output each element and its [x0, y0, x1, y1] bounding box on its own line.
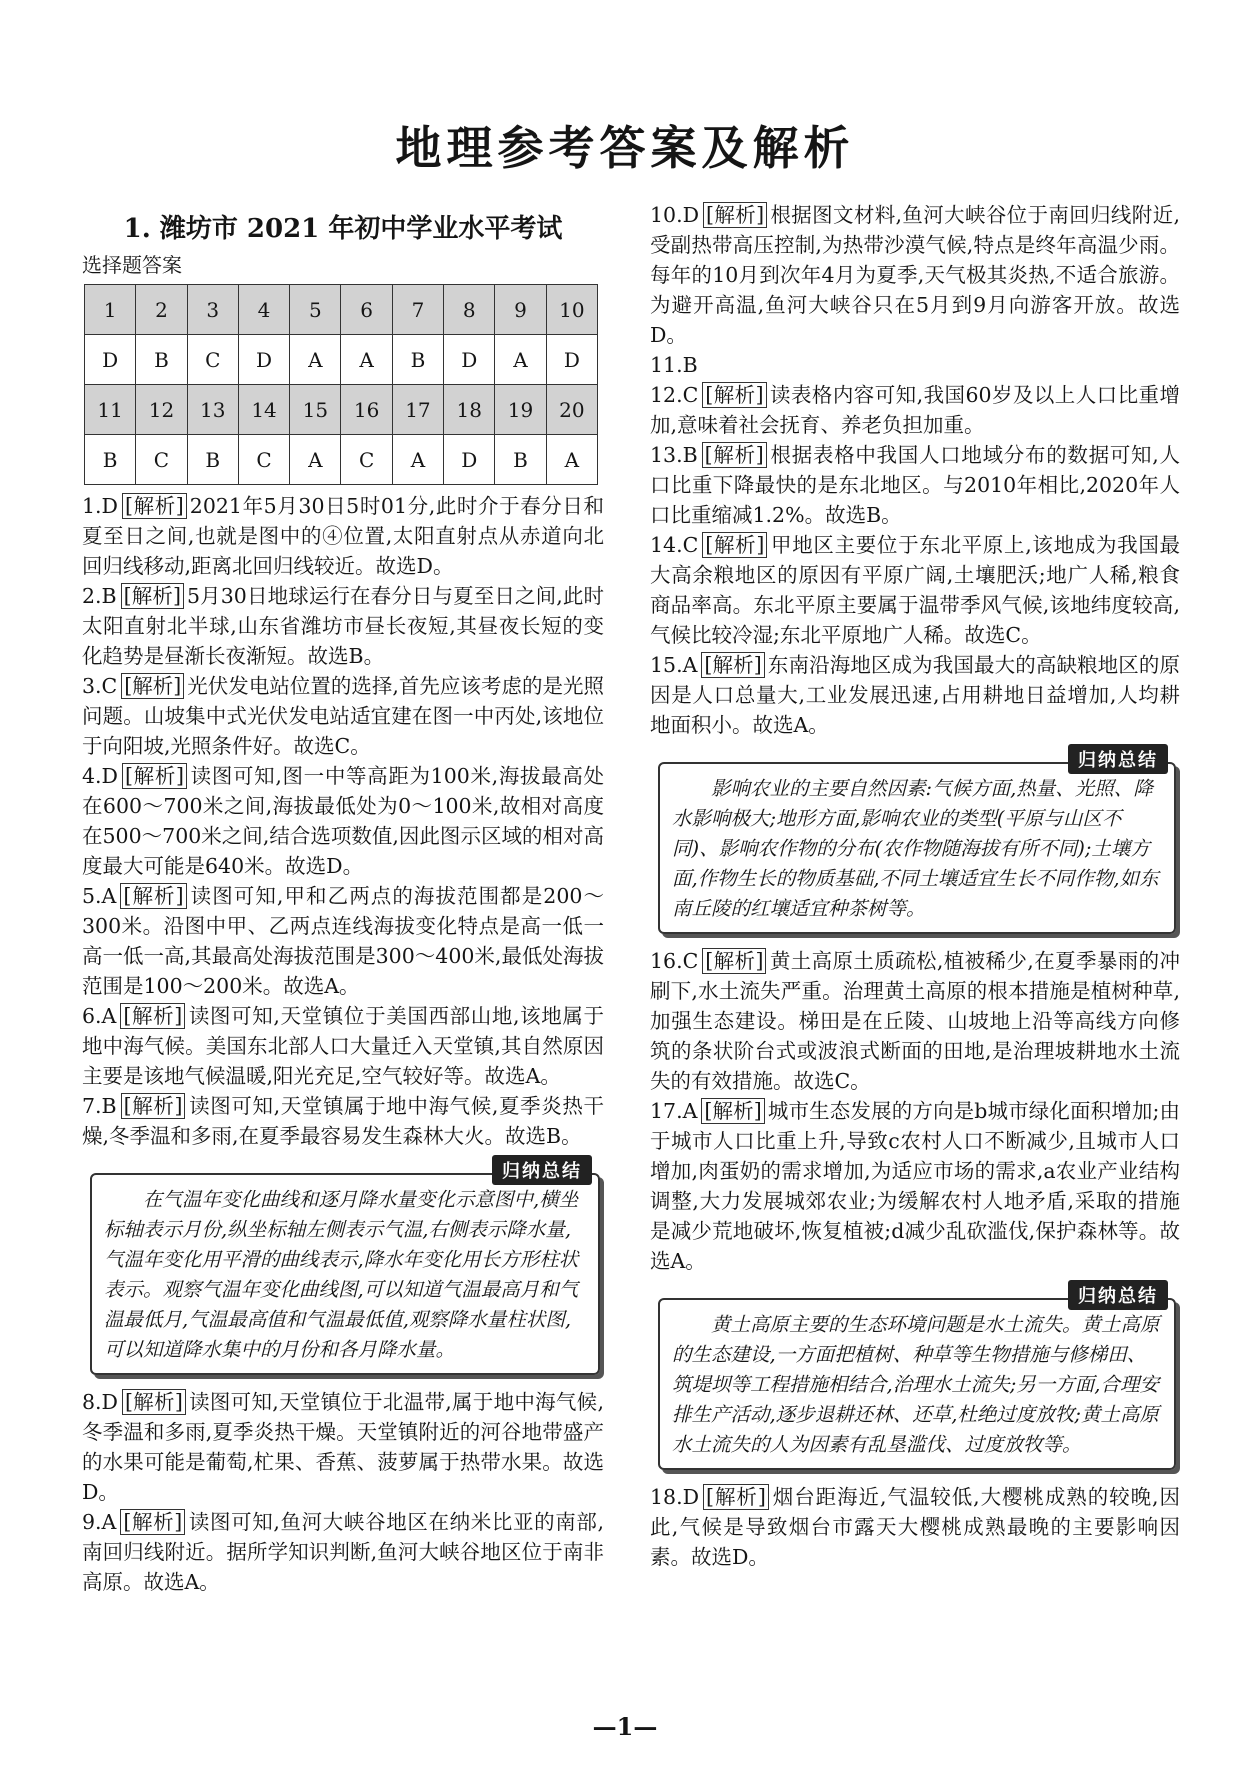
summary-badge: 归纳总结: [492, 1155, 592, 1185]
analysis-tag: [解析]: [120, 1003, 185, 1029]
answer-number: 10.D: [650, 203, 700, 227]
answer-text: 甲地区主要位于东北平原上,该地成为我国最大高余粮地区的原因有平原广阔,土壤肥沃;地广人稀,粮食商品率高。东北平原主要属于温带季风气候,该地纬度较高,气候比较冷湿;东北平原地广人稀。故选C。: [650, 533, 1181, 647]
answer-text: 读图可知,图一中等高距为100米,海拔最高处在600～700米之间,海拔最低处为0～100米,故相对高度在500～700米之间,结合选项数值,因此图示区域的相对高度最大可能是640米。故选D。: [82, 764, 604, 878]
answer-number: 3.C: [82, 674, 118, 698]
answer-item: [82, 1387, 604, 1507]
left-column: [82, 200, 604, 1597]
answer-number: 7.B: [82, 1094, 117, 1118]
table-row-numbers: [85, 285, 598, 335]
analysis-tag: [解析]: [121, 583, 184, 609]
answer-item: [82, 581, 604, 671]
table-cell: 8: [444, 285, 495, 335]
answer-item: [650, 650, 1180, 740]
summary-box-climate: [90, 1161, 600, 1375]
answer-text: 读图可知,鱼河大峡谷地区在纳米比亚的南部,南回归线附近。据所学知识判断,鱼河大峡谷地区位于南非高原。故选A。: [82, 1510, 604, 1594]
summary-text: 在气温年变化曲线和逐月降水量变化示意图中,横坐标轴表示月份,纵坐标轴左侧表示气温,右侧表示降水量,气温年变化用平滑的曲线表示,降水年变化用长方形柱状表示。观察气温年变化曲线图,可以知道气温最高月和气温最低月,气温最高值和气温最低值,观察降水量柱状图,可以知道降水集中的月份和各月降水量。: [104, 1188, 579, 1361]
right-answer-list-3: [650, 1482, 1180, 1572]
answer-number: 1.D: [82, 494, 118, 518]
table-cell: C: [187, 335, 238, 385]
table-cell: 15: [290, 385, 341, 435]
analysis-tag: [解析]: [121, 1093, 186, 1119]
answer-item: [82, 491, 604, 581]
answer-text: 东南沿海地区成为我国最大的高缺粮地区的原因是人口总量大,工业发展迅速,占用耕地日益增加,人均耕地面积小。故选A。: [650, 653, 1181, 737]
answer-item: [82, 881, 604, 1001]
table-cell: 12: [136, 385, 187, 435]
table-cell: 13: [187, 385, 238, 435]
answer-text: 5月30日地球运行在春分日与夏至日之间,此时太阳直射北半球,山东省潍坊市昼长夜短,其昼夜长短的变化趋势是昼渐长夜渐短。故选B。: [82, 584, 604, 668]
answer-number: 11.B: [650, 353, 698, 377]
analysis-tag: [解析]: [122, 763, 187, 789]
answer-text: 读表格内容可知,我国60岁及以上人口比重增加,意味着社会抚育、养老负担加重。: [650, 383, 1180, 437]
table-cell: D: [85, 335, 136, 385]
answer-number: 2.B: [82, 584, 117, 608]
answer-item: [650, 1482, 1180, 1572]
right-answer-list-2: [650, 946, 1180, 1276]
answer-item: [82, 671, 604, 761]
analysis-tag: [解析]: [701, 1098, 764, 1124]
table-cell: B: [392, 335, 443, 385]
answer-text: 光伏发电站位置的选择,首先应该考虑的是光照问题。山坡集中式光伏发电站适宜建在图一中丙处,该地位于向阳坡,光照条件好。故选C。: [82, 674, 605, 758]
answer-number: 17.A: [650, 1099, 698, 1123]
analysis-tag: [解析]: [701, 652, 764, 678]
answer-text: 读图可知,天堂镇位于北温带,属于地中海气候,冬季温和多雨,夏季炎热干燥。天堂镇附近的河谷地带盛产的水果可能是葡萄,杧果、香蕉、菠萝属于热带水果。故选D。: [82, 1390, 604, 1504]
answer-number: 14.C: [650, 533, 699, 557]
choice-label: 选择题答案: [82, 253, 182, 277]
analysis-tag: [解析]: [702, 948, 766, 974]
table-cell: B: [495, 435, 546, 485]
table-cell: A: [495, 335, 546, 385]
answer-item: [82, 761, 604, 881]
answer-text: 根据图文材料,鱼河大峡谷位于南回归线附近,受副热带高压控制,为热带沙漠气候,特点是终年高温少雨。每年的10月到次年4月为夏季,天气极其炎热,不适合旅游。为避开高温,鱼河大峡谷只在5月到9月向游客开放。故选D。: [650, 203, 1180, 347]
answer-table: [84, 284, 598, 485]
analysis-tag: [解析]: [703, 202, 767, 228]
table-cell: 1: [85, 285, 136, 335]
table-cell: 5: [290, 285, 341, 335]
section-title: 1. 潍坊市 2021 年初中学业水平考试: [123, 214, 563, 244]
table-cell: 9: [495, 285, 546, 335]
table-cell: 17: [392, 385, 443, 435]
answer-number: 15.A: [650, 653, 698, 677]
answer-text: 根据表格中我国人口地域分布的数据可知,人口比重下降最快的是东北地区。与2010年相比,2020年人口比重缩减1.2%。故选B。: [650, 443, 1180, 527]
answer-number: 16.C: [650, 949, 699, 973]
table-cell: B: [187, 435, 238, 485]
analysis-tag: [解析]: [122, 1389, 186, 1415]
table-cell: 20: [546, 385, 597, 435]
page-number: —1—: [592, 1712, 658, 1741]
answer-number: 6.A: [82, 1004, 117, 1028]
answer-item: [650, 946, 1180, 1096]
table-cell: 11: [85, 385, 136, 435]
answer-text: 读图可知,甲和乙两点的海拔范围都是200～300米。沿图中甲、乙两点连线海拔变化特点是高一低一高一低一高,其最高处海拔范围是300～400米,最低处海拔范围是100～200米。故选A。: [82, 884, 604, 998]
table-cell: 3: [187, 285, 238, 335]
answer-number: 13.B: [650, 443, 698, 467]
answer-number: 4.D: [82, 764, 118, 788]
table-cell: 18: [444, 385, 495, 435]
analysis-tag: [解析]: [702, 532, 767, 558]
analysis-tag: [解析]: [702, 442, 767, 468]
table-cell: 2: [136, 285, 187, 335]
answer-item: [82, 1001, 604, 1091]
page-title: 地理参考答案及解析: [395, 121, 855, 175]
table-cell: 4: [238, 285, 289, 335]
right-answer-list: [650, 200, 1180, 740]
answer-item: [650, 380, 1180, 440]
answer-item: [650, 440, 1180, 530]
answer-number: 9.A: [82, 1510, 117, 1534]
analysis-tag: [解析]: [702, 382, 766, 408]
table-cell: 6: [341, 285, 392, 335]
summary-box-loess: [658, 1286, 1176, 1470]
answer-text: 黄土高原土质疏松,植被稀少,在夏季暴雨的冲刷下,水土流失严重。治理黄土高原的根本措施是植树种草,加强生态建设。梯田是在丘陵、山坡地上沿等高线方向修筑的条状阶台式或波浪式断面的田地,是治理坡耕地水土流失的有效措施。故选C。: [650, 949, 1180, 1093]
table-cell: D: [238, 335, 289, 385]
table-cell: A: [290, 435, 341, 485]
table-cell: C: [341, 435, 392, 485]
answer-item: [650, 200, 1180, 350]
right-column: [650, 200, 1180, 1572]
answer-number: 18.D: [650, 1485, 700, 1509]
table-cell: C: [238, 435, 289, 485]
analysis-tag: [解析]: [120, 883, 186, 909]
left-answer-list-2: [82, 1387, 604, 1597]
answer-text: 城市生态发展的方向是b城市绿化面积增加;由于城市人口比重上升,导致c农村人口不断减少,且城市人口增加,肉蛋奶的需求增加,为适应市场的需求,a农业产业结构调整,大力发展城郊农业;为缓解农村人地矛盾,采取的措施是减少荒地破坏,恢复植被;d减少乱砍滥伐,保护森林等。故选A。: [650, 1099, 1181, 1273]
table-cell: B: [136, 335, 187, 385]
answer-item: [82, 1507, 604, 1597]
answer-item: [650, 530, 1180, 650]
answer-text: 2021年5月30日5时01分,此时介于春分日和夏至日之间,也就是图中的④位置,太阳直射点从赤道向北回归线移动,距离北回归线较近。故选D。: [82, 494, 604, 578]
analysis-tag: [解析]: [120, 1509, 185, 1535]
table-cell: A: [392, 435, 443, 485]
answer-number: 12.C: [650, 383, 699, 407]
table-cell: D: [546, 335, 597, 385]
summary-text: 影响农业的主要自然因素:气候方面,热量、光照、降水影响极大;地形方面,影响农业的类型(平原与山区不同)、影响农作物的分布(农作物随海拔有所不同);土壤方面,作物生长的物质基础,不同土壤适宜生长不同作物,如东南丘陵的红壤适宜种茶树等。: [672, 777, 1159, 920]
summary-badge: 归纳总结: [1068, 1280, 1168, 1310]
table-cell: 14: [238, 385, 289, 435]
table-cell: A: [290, 335, 341, 385]
table-cell: B: [85, 435, 136, 485]
table-cell: D: [444, 335, 495, 385]
table-cell: 19: [495, 385, 546, 435]
answer-item: [650, 350, 1180, 380]
answer-item: [650, 1096, 1180, 1276]
answer-text: 读图可知,天堂镇属于地中海气候,夏季炎热干燥,冬季温和多雨,在夏季最容易发生森林大火。故选B。: [82, 1094, 604, 1148]
table-cell: C: [136, 435, 187, 485]
table-cell: A: [341, 335, 392, 385]
table-row-answers: [85, 335, 598, 385]
answer-number: 8.D: [82, 1390, 118, 1414]
table-cell: A: [546, 435, 597, 485]
table-row-answers: [85, 435, 598, 485]
left-answer-list: [82, 491, 604, 1151]
table-cell: 10: [546, 285, 597, 335]
analysis-tag: [解析]: [703, 1484, 769, 1510]
summary-badge: 归纳总结: [1068, 744, 1168, 774]
answer-text: 烟台距海近,气温较低,大樱桃成熟的较晚,因此,气候是导致烟台市露天大樱桃成熟最晚的主要影响因素。故选D。: [650, 1485, 1180, 1569]
table-row-numbers: [85, 385, 598, 435]
answer-text: 读图可知,天堂镇位于美国西部山地,该地属于地中海气候。美国东北部人口大量迁入天堂镇,其自然原因主要是该地气候温暖,阳光充足,空气较好等。故选A。: [82, 1004, 604, 1088]
table-cell: 7: [392, 285, 443, 335]
table-cell: 16: [341, 385, 392, 435]
answer-item: [82, 1091, 604, 1151]
answer-number: 5.A: [82, 884, 117, 908]
summary-text: 黄土高原主要的生态环境问题是水土流失。黄土高原的生态建设,一方面把植树、种草等生物措施与修梯田、筑堤坝等工程措施相结合,治理水土流失;另一方面,合理安排生产活动,逐步退耕还林、还草,杜绝过度放牧;黄土高原水土流失的人为因素有乱垦滥伐、过度放牧等。: [672, 1313, 1160, 1456]
analysis-tag: [解析]: [121, 673, 184, 699]
analysis-tag: [解析]: [122, 493, 187, 519]
summary-box-agriculture: [658, 750, 1176, 934]
table-cell: D: [444, 435, 495, 485]
